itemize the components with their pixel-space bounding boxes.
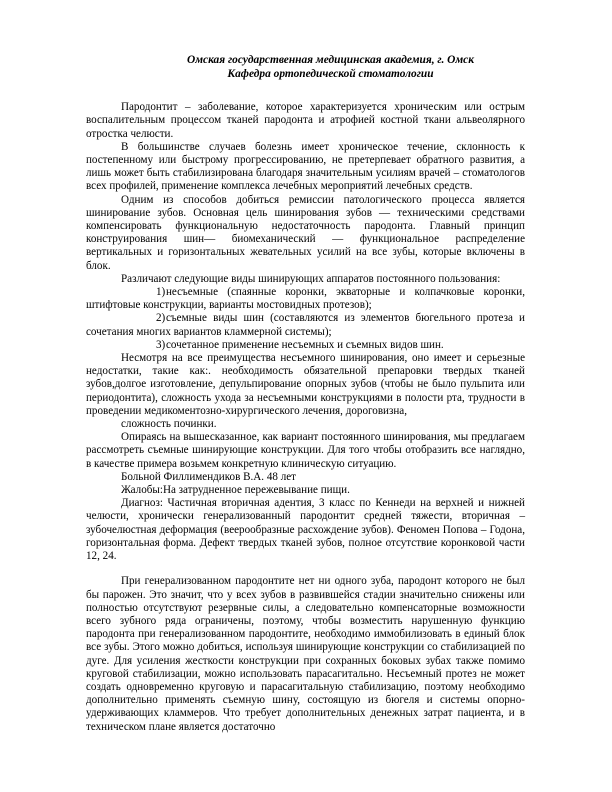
paragraph-course: В большинстве случаев болезнь имеет хроническое течение, склонность к постепенному или быстрому прогрессированию, не претерпевает обратного развития, а лишь может быть стабилизирована благодаря значительным усилиям врачей – стоматологов всех профилей, применение комплекса лечебных мероприятий лечебных средств. bbox=[86, 140, 525, 193]
paragraph-types-intro: Различают следующие виды шинирующих аппаратов постоянного пользования: bbox=[121, 272, 501, 285]
list-item-number: 1) bbox=[156, 286, 166, 299]
list-item-number: 3) bbox=[156, 338, 166, 351]
paragraph-repair: сложность починки. bbox=[121, 418, 217, 431]
document-header bbox=[86, 54, 525, 81]
institution-title: Омская государственная медицинская академия, г. Омск bbox=[186, 54, 475, 66]
paragraph-patient: Больной Филлимендиков В.А. 48 лет bbox=[121, 470, 297, 483]
list-item bbox=[86, 286, 525, 312]
department-title: Кафедра ортопедической стоматологии bbox=[227, 67, 434, 80]
list-item-number: 2) bbox=[156, 312, 166, 325]
paragraph-drawbacks: Несмотря на все преимущества несъемного шинирования, оно имеет и серьезные недостатки, такие как:. необходимость обязательной препаровки твердых тканей зубов,долгое изготовление, депульпирование опорных зубов (чтобы не было пульпита или периодонтита), сложность ухода за несъемными конструкциями в полости рта, трудности в проведении медикоментозно-хирургического лечения, дороговизна, bbox=[86, 352, 525, 417]
paragraph-complaints: Жалобы:На затрудненное пережевывание пищи. bbox=[121, 484, 350, 497]
paragraph-proposal: Опираясь на вышесказанное, как вариант постоянного шинирования, мы предлагаем рассмотреть съемные шинирующие конструкции. Для того чтобы отобразить все наглядно, в качестве примера возьмем конкретную клиническую ситуацию. bbox=[86, 431, 525, 470]
paragraph-splinting: Одним из способов добиться ремиссии патологического процесса является шинирование зубов. Основная цель шинирования зубов — техническими средствами компенсировать функциональную недостаточность пародонта. Главный принцип конструирования шин— биомеханический — функциональное распределение вертикальных и горизонтальных жевательных усилий на все зубы, которые включены в блок. bbox=[86, 193, 525, 272]
list-item bbox=[86, 312, 525, 338]
paragraph-definition: Пародонтит – заболевание, которое характеризуется хроническим или острым воспалительным процессом тканей пародонта и атрофией костной ткани альвеолярного отростка челюсти. bbox=[86, 101, 525, 140]
list-item-text: несъемные (спаянные коронки, экваторные и колпачковые коронки, штифтовые конструкции, варианты мостовидных протезов); bbox=[86, 286, 525, 312]
list-item bbox=[86, 339, 525, 352]
list-item-text: сочетанное применение несъемных и съемных видов шин. bbox=[166, 338, 444, 351]
paragraph-discussion: При генерализованном пародонтите нет ни одного зуба, пародонт которого не был бы парожен. Это значит, что у всех зубов в развившейся стадии значительно снижены или полностью отсутствуют резервные силы, а следовательно компенсаторные возможности всего зубного ряда ограничены, поэтому, чтобы возместить нарушенную функцию пародонта при генерализованном пародонтите, необходимо иммобилизовать в единый блок все зубы. Этого можно добиться, используя шинирующие конструкции со стабилизацией по дуге. Для усиления жесткости конструкции при сохранных боковых зубах также помимо круговой стабилизации, можно использовать парасагитально. Несъемный протез не может создать одновременно круговую и парасагитальную стабилизацию, поэтому необходимо дополнительно применять съемную шину, состоящую из бюгеля и системы опорно-удерживающих кламмеров. Что требует дополнительных денежных затрат пациента, и в техническом плане является достаточно bbox=[86, 575, 525, 733]
list-item-text: съемные виды шин (составляются из элементов бюгельного протеза и сочетания многих вариантов кламмерной системы); bbox=[86, 312, 525, 338]
paragraph-diagnosis: Диагноз: Частичная вторичная адентия, 3 класс по Кеннеди на верхней и нижней челюсти, хронически генерализованный пародонтит средней тяжести, вторичная – зубочелюстная деформация (веерообразные расхождение зубов). Феномен Попова – Годона, горизонтальная форма. Дефект твердых тканей зубов, полное отсутствие коронковой части 12, 24. bbox=[86, 497, 525, 563]
